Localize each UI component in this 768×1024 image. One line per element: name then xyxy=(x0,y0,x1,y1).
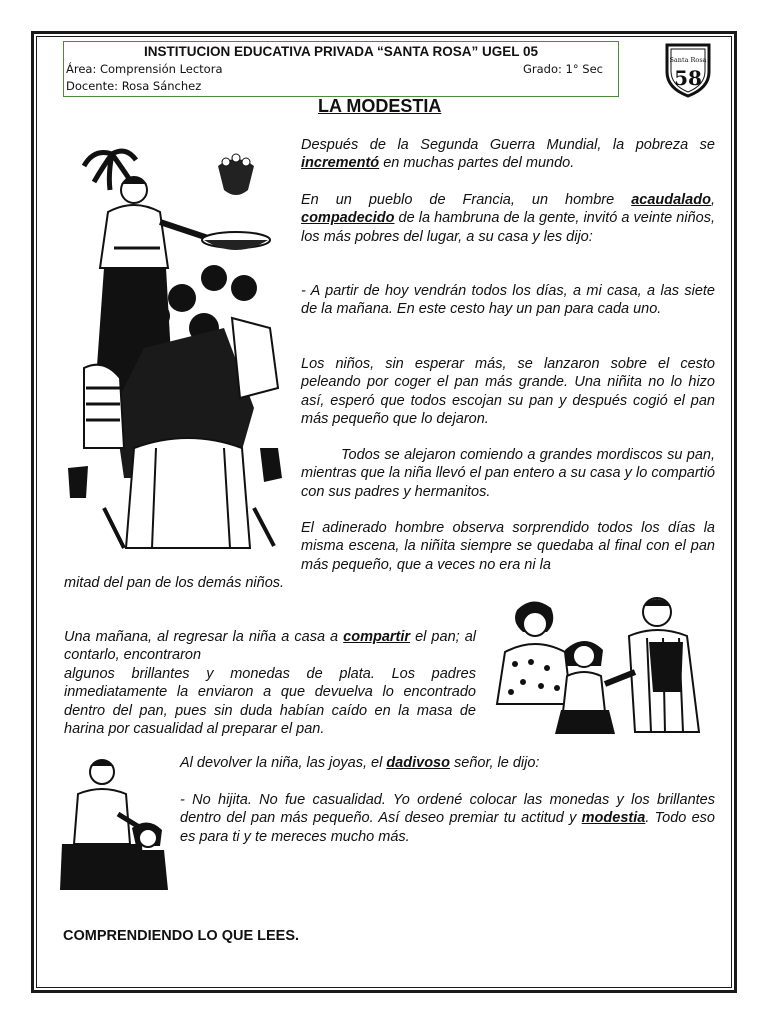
story-paragraph-8: Al devolver la niña, las joyas, el dadivoso señor, le dijo: xyxy=(180,755,540,771)
logo-caption: Santa Rosa xyxy=(669,56,707,64)
logo-number: 58 xyxy=(674,66,702,90)
family-illustration xyxy=(487,592,715,744)
area-label: Área: Comprensión Lectora xyxy=(66,62,223,76)
story-paragraph-4: Los niños, sin esperar más, se lanzaron sobre el cesto peleando por coger el pan más grande. Una niñita no lo hizo así, esperó que todos escojan su pan y después cogió el pan más pequeño que lo dejaron. xyxy=(301,356,715,428)
teacher-label: Docente: Rosa Sánchez xyxy=(66,79,202,93)
story-paragraph-7-cont: algunos brillantes y monedas de plata. Los padres inmediatamente la enviaron a que devuelva lo encontrado dentro del pan, pues sin duda habían caído en la masa de harina por casualidad al preparar el pan. xyxy=(64,666,476,738)
vocab-compartir: compartir xyxy=(343,629,411,645)
story-paragraph-5: Todos se alejaron comiendo a grandes mordiscos su pan, mientras que la niña llevó el pan entero a su casa y lo compartió con sus padres y hermanitos. xyxy=(301,447,715,500)
comprehension-heading: COMPRENDIENDO LO QUE LEES. xyxy=(63,928,300,944)
story-paragraph-7: Una mañana, al regresar la niña a casa a compartir el pan; al contarlo, encontraron xyxy=(64,629,476,664)
vocab-dadivoso: dadivoso xyxy=(386,755,450,771)
header-box xyxy=(63,41,619,97)
story-paragraph-3: - A partir de hoy vendrán todos los días, a mi casa, a las siete de la mañana. En este cesto hay un pan para cada uno. xyxy=(301,283,715,318)
vocab-acaudalado: acaudalado xyxy=(631,192,711,208)
story-paragraph-1: Después de la Segunda Guerra Mundial, la pobreza se incrementó en muchas partes del mundo. xyxy=(301,137,715,172)
man-girl-illustration xyxy=(58,754,172,894)
school-shield-logo xyxy=(664,42,712,98)
story-paragraph-6-end: mitad del pan de los demás niños. xyxy=(64,575,285,591)
children-bread-illustration xyxy=(64,148,286,560)
school-name: INSTITUCION EDUCATIVA PRIVADA “SANTA ROSA” UGEL 05 xyxy=(143,44,539,59)
story-paragraph-9: - No hijita. No fue casualidad. Yo ordené colocar las monedas y los brillantes dentro del pan más pequeño. Así deseo premiar tu actitud y modestia. Todo eso es para ti y te mereces mucho más. xyxy=(180,792,715,845)
vocab-compadecido: compadecido xyxy=(301,210,395,227)
story-paragraph-6: El adinerado hombre observa sorprendido todos los días la misma escena, la niñita siempre se quedaba al final con el pan más pequeño, que a veces no era ni la xyxy=(301,520,715,573)
page-title: LA MODESTIA xyxy=(318,96,442,116)
story-paragraph-2: En un pueblo de Francia, un hombre acaudalado, compadecido de la hambruna de la gente, invitó a veinte niños, los más pobres del lugar, a su casa y les dijo: xyxy=(301,192,715,245)
vocab-incremento: incrementó xyxy=(301,155,380,172)
vocab-modestia: modestia xyxy=(581,810,646,827)
grade-label: Grado: 1° Sec xyxy=(523,62,603,76)
